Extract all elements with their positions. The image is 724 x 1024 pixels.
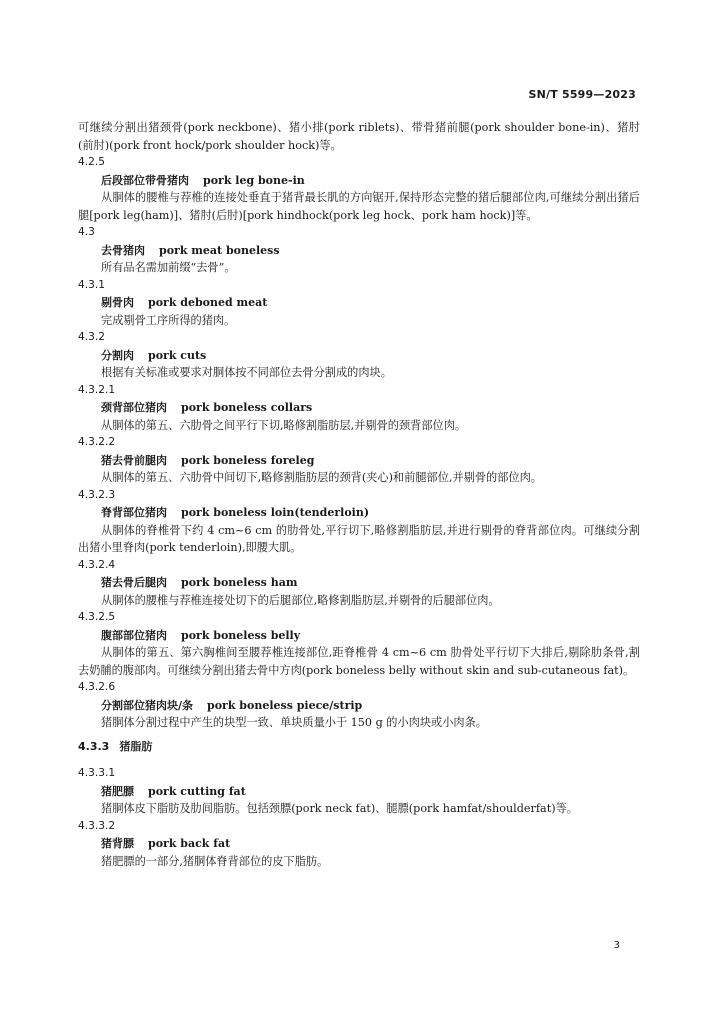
term-definition: 从胴体的脊椎骨下约 4 cm~6 cm 的肋骨处,平行切下,略修割脂肪层,并进行剔骨的脊背部位肉。可继续分割出猪小里脊肉(pork tenderloin),即腰大肌。 [78,523,640,554]
entry-4-3-2-2 [78,434,640,487]
clause-number: 4.3.2.2 [78,436,116,448]
clause-number: 4.2.5 [78,156,105,168]
term-heading [101,399,640,417]
term-zh: 后段部位带骨猪肉 [101,173,189,187]
paragraph-text: 可继续分割出猪颈骨(pork neckbone)、猪小排(pork riblets)、带骨猪前腿(pork shoulder bone-in)、猪肘(前肘)(pork front hock/pork shoulder hock)等。 [78,121,640,152]
clause-number: 4.3 [78,226,95,238]
term-heading [101,172,640,190]
term-heading [101,574,640,592]
section-title: 猪脂肪 [119,739,153,753]
clause-number: 4.3.2.6 [78,681,116,693]
entry-4-3-2-1 [78,382,640,435]
clause-number: 4.3.3.1 [78,767,116,779]
term-heading [101,627,640,645]
term-en: pork deboned meat [148,296,268,309]
term-definition: 猪胴体皮下脂肪及肋间脂肪。包括颈膘(pork neck fat)、腿膘(pork hamfat/shoulderfat)等。 [101,802,578,815]
term-heading [101,835,640,853]
term-definition: 从胴体的第五、六肋骨之间平行下切,略修割脂肪层,并剔骨的颈背部位肉。 [101,418,467,432]
term-en: pork meat boneless [159,243,280,257]
clause-number: 4.3.1 [78,278,105,291]
term-definition: 从胴体的第五、六肋骨中间切下,略修割脂肪层的颈背(夹心)和前腿部位,并剔骨的部位肉。 [101,471,542,484]
section-number: 4.3.3 [78,739,110,753]
term-zh: 分割肉 [101,348,134,362]
entry-4-3-3-2 [78,818,640,871]
term-en: pork boneless collars [181,401,313,414]
section-heading [78,738,640,756]
term-zh: 猪去骨前腿肉 [101,453,167,467]
term-definition: 从胴体的腰椎与荐椎连接处切下的后腿部位,略修割脂肪层,并剔骨的后腿部位肉。 [101,593,500,607]
term-definition: 从胴体的第五、第六胸椎间至腰荐椎连接部位,距脊椎骨 4 cm~6 cm 肋骨处平行切下大排后,剔除肋条骨,割去奶脯的腹部肉。可继续分割出猪去骨中方肉(pork boneless belly without skin and sub-cutaneous fat)。 [78,646,640,677]
term-zh: 猪去骨后腿肉 [101,576,167,589]
entry-4-3-1 [78,277,640,330]
term-en: pork cuts [148,348,207,362]
term-heading [101,783,640,801]
term-definition: 猪肥膘的一部分,猪胴体脊背部位的皮下脂肪。 [101,854,329,868]
clause-number: 4.3.2.3 [78,488,116,501]
term-definition: 猪胴体分割过程中产生的块型一致、单块质量小于 150 g 的小肉块或小肉条。 [101,716,487,729]
term-en: pork back fat [148,837,231,850]
term-zh: 剔骨肉 [101,296,134,309]
term-definition: 根据有关标准或要求对胴体按不同部位去骨分割成的肉块。 [101,366,392,379]
clause-number: 4.3.3.2 [78,819,116,832]
term-en: pork boneless ham [181,576,298,589]
entry-4-3-2-6 [78,679,640,732]
intro-paragraph [78,119,640,154]
entry-4-2-5 [78,154,640,224]
entry-4-3-2 [78,329,640,382]
term-zh: 去骨猪肉 [101,243,145,257]
term-definition: 从胴体的腰椎与荐椎的连接处垂直于猪背最长肌的方向锯开,保持形态完整的猪后腿部位肉,可继续分割出猪后腿[pork leg(ham)]、猪肘(后肘)[pork hindhock(pork leg hock、pork ham hock)]等。 [78,191,640,222]
entry-4-3-3-1 [78,765,640,818]
term-zh: 猪肥膘 [101,784,134,798]
term-zh: 脊背部位猪肉 [101,506,167,519]
term-en: pork cutting fat [148,784,246,798]
entry-4-3-2-5 [78,609,640,679]
term-en: pork boneless belly [181,628,301,642]
term-zh: 分割部位猪肉块/条 [101,698,194,712]
term-heading [101,697,640,715]
term-heading [101,347,640,365]
term-en: pork boneless loin(tenderloin) [181,506,370,519]
clause-number: 4.3.2.4 [78,558,116,571]
entry-4-3-2-3 [78,487,640,557]
term-en: pork leg bone-in [203,173,305,187]
entry-4-3-2-4 [78,557,640,610]
document-body [78,119,640,870]
term-definition: 完成剔骨工序所得的猪肉。 [101,313,236,327]
term-heading [101,294,640,312]
page-number: 3 [613,940,620,951]
entry-4-3 [78,224,640,277]
clause-number: 4.3.2.1 [78,383,116,396]
clause-number: 4.3.2 [78,331,105,343]
term-heading [101,504,640,522]
term-zh: 颈背部位猪肉 [101,401,167,414]
term-zh: 猪背膘 [101,837,134,850]
term-zh: 腹部部位猪肉 [101,628,167,642]
term-en: pork boneless foreleg [181,453,315,467]
term-heading [101,452,640,470]
term-definition: 所有品名需加前缀“去骨”。 [101,261,236,274]
term-en: pork boneless piece/strip [207,698,363,712]
document-code-header: SN/T 5599—2023 [528,88,636,101]
clause-number: 4.3.2.5 [78,611,116,623]
term-heading [101,242,640,260]
